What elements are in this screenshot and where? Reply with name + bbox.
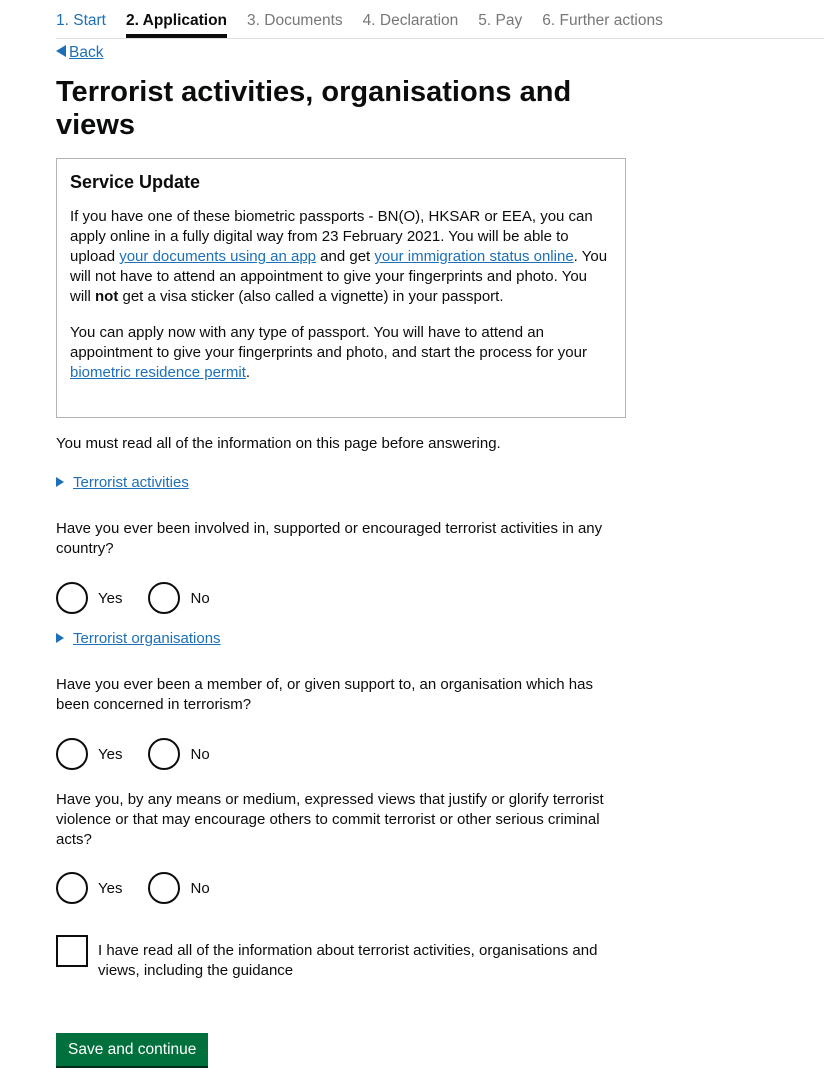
page-title: Terrorist activities, organisations and views: [56, 76, 572, 141]
radio-label: No: [190, 745, 210, 763]
back-arrow-icon: [56, 45, 66, 57]
question-2-radios: [56, 738, 210, 770]
details-terrorist-activities[interactable]: [56, 474, 189, 491]
q2-yes-radio[interactable]: [56, 738, 122, 770]
radio-circle[interactable]: [56, 738, 88, 770]
question-3-radios: [56, 872, 210, 904]
service-update-text-2: You can apply now with any type of passport. You will have to attend an appointment to give your fingerprints and photo, and start the process for your biometric residence permit.: [70, 324, 587, 381]
q3-yes-radio[interactable]: [56, 872, 122, 904]
radio-label: Yes: [98, 745, 123, 763]
radio-label: Yes: [98, 589, 123, 607]
details-summary[interactable]: Terrorist organisations: [73, 630, 221, 647]
save-and-continue-button[interactable]: Save and continue: [56, 1033, 208, 1066]
q2-no-radio[interactable]: [148, 738, 209, 770]
checkbox-label: I have read all of the information about terrorist activities, organisations and views, including the guidance: [98, 942, 598, 979]
back-label: Back: [69, 44, 104, 61]
step-application: 2. Application: [126, 10, 227, 38]
step-further-actions: 6. Further actions: [542, 12, 663, 29]
question-3: Have you, by any means or medium, expressed views that justify or glorify terrorist violence or that may encourage others to commit terrorist or other serious criminal acts?: [56, 791, 604, 848]
question-2: Have you ever been a member of, or given support to, an organisation which has been concerned in terrorism?: [56, 676, 593, 713]
expand-triangle-icon: [56, 633, 64, 643]
documents-app-link[interactable]: your documents using an app: [119, 248, 317, 265]
service-update-panel: [56, 158, 626, 418]
service-update-heading: Service Update: [70, 172, 201, 192]
q3-no-radio[interactable]: [148, 872, 209, 904]
question-1: Have you ever been involved in, supported or encouraged terrorist activities in any country?: [56, 520, 603, 557]
radio-label: Yes: [98, 879, 123, 897]
progress-steps: [56, 10, 824, 39]
radio-circle[interactable]: [56, 872, 88, 904]
radio-circle[interactable]: [56, 582, 88, 614]
expand-triangle-icon: [56, 477, 64, 487]
confirm-read-checkbox[interactable]: [56, 935, 598, 981]
radio-circle[interactable]: [148, 738, 180, 770]
step-start[interactable]: 1. Start: [56, 12, 106, 29]
step-documents: 3. Documents: [247, 12, 343, 29]
radio-label: No: [190, 589, 210, 607]
radio-circle[interactable]: [148, 872, 180, 904]
checkbox-box[interactable]: [56, 935, 88, 967]
service-update-text-1: If you have one of these biometric passports - BN(O), HKSAR or EEA, you can apply online in a fully digital way from 23 February 2021. You will be able to upload your documents using an app and get your immigration status online. You will not have to attend an appointment to give your fingerprints and photo. You will not get a visa sticker (also called a vignette) in your passport.: [70, 208, 608, 305]
details-terrorist-organisations[interactable]: [56, 630, 221, 647]
immigration-status-link[interactable]: your immigration status online: [374, 248, 574, 265]
q1-yes-radio[interactable]: [56, 582, 122, 614]
step-declaration: 4. Declaration: [362, 12, 459, 29]
step-pay: 5. Pay: [478, 12, 523, 29]
intro-text: You must read all of the information on this page before answering.: [56, 435, 501, 452]
details-summary[interactable]: Terrorist activities: [73, 474, 189, 491]
back-link[interactable]: [56, 44, 103, 62]
radio-label: No: [190, 879, 210, 897]
question-1-radios: [56, 582, 210, 614]
q1-no-radio[interactable]: [148, 582, 209, 614]
radio-circle[interactable]: [148, 582, 180, 614]
brp-link[interactable]: biometric residence permit: [70, 364, 246, 381]
